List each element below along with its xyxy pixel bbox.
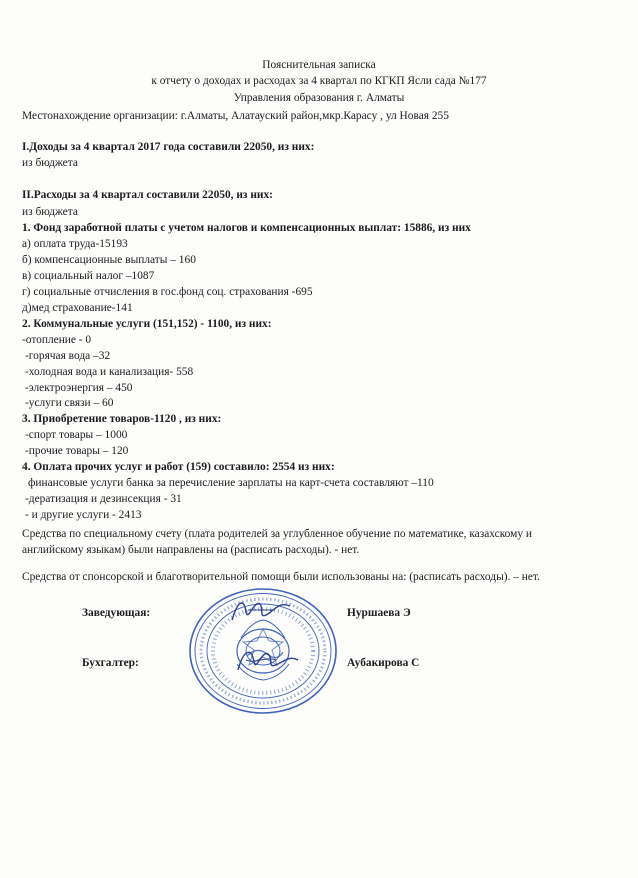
list-item: -спорт товары – 1000 — [25, 429, 128, 441]
section-goods-title: 3. Приобретение товаров-1120 , из них: — [22, 413, 222, 425]
section-utilities-title: 2. Коммунальные услуги (151,152) - 1100, из них: — [22, 318, 272, 330]
list-item: -горячая вода –32 — [25, 350, 111, 362]
expenses-source: из бюджета — [22, 206, 78, 218]
expenses-heading: II.Расходы за 4 квартал составили 22050, из них: — [22, 189, 273, 201]
document-title: Пояснительная записка — [262, 59, 376, 71]
list-item: -услуги связи – 60 — [25, 397, 114, 409]
list-item: д)мед страхование-141 — [22, 302, 133, 314]
income-heading: I.Доходы за 4 квартал 2017 года составили 22050, из них: — [22, 141, 315, 153]
head-signature-icon — [228, 590, 298, 630]
document-subtitle-department: Управления образования г. Алматы — [233, 92, 405, 104]
special-account-note: Средства по специальному счету (плата родителей за углубленное обучение по математике, казахскому и английскому языкам) были направлены на (расписать расходы). - нет. — [22, 528, 532, 556]
section-payroll-title: 1. Фонд заработной платы с учетом налогов и компенсационных выплат: 15886, из них — [22, 222, 471, 234]
list-item: -прочие товары – 120 — [25, 445, 129, 457]
list-item: -отопление - 0 — [22, 334, 92, 346]
accountant-label: Бухгалтер: — [82, 657, 139, 669]
accountant-signature-icon — [232, 642, 302, 680]
organization-location: Местонахождение организации: г.Алматы, Алатауский район,мкр.Карасу , ул Новая 255 — [22, 110, 449, 122]
list-item: -электроэнергия – 450 — [25, 382, 133, 394]
document-subtitle: к отчету о доходах и расходах за 4 квартал по КГКП Ясли сада №177 — [151, 75, 487, 87]
list-item: -дератизация и дезинсекция - 31 — [25, 493, 182, 505]
list-item: г) социальные отчисления в гос.фонд соц. страхования -695 — [22, 286, 313, 298]
list-item: - и другие услуги - 2413 — [25, 509, 142, 521]
list-item: финансовые услуги банка за перечисление зарплаты на карт-счета составляют –110 — [28, 477, 434, 489]
section-services-title: 4. Оплата прочих услуг и работ (159) составило: 2554 из них: — [22, 461, 335, 473]
head-name: Нуршаева Э — [347, 607, 411, 619]
head-label: Заведующая: — [82, 607, 151, 619]
list-item: а) оплата труда-15193 — [22, 238, 128, 250]
list-item: в) социальный налог –1087 — [22, 270, 155, 282]
income-source: из бюджета — [22, 157, 78, 169]
sponsorship-note: Средства от спонсорской и благотворительной помощи были использованы на: (расписать расходы). – нет. — [22, 571, 540, 583]
list-item: -холодная вода и канализация- 558 — [25, 366, 194, 378]
list-item: б) компенсационные выплаты – 160 — [22, 254, 196, 266]
accountant-name: Аубакирова С — [347, 657, 420, 669]
